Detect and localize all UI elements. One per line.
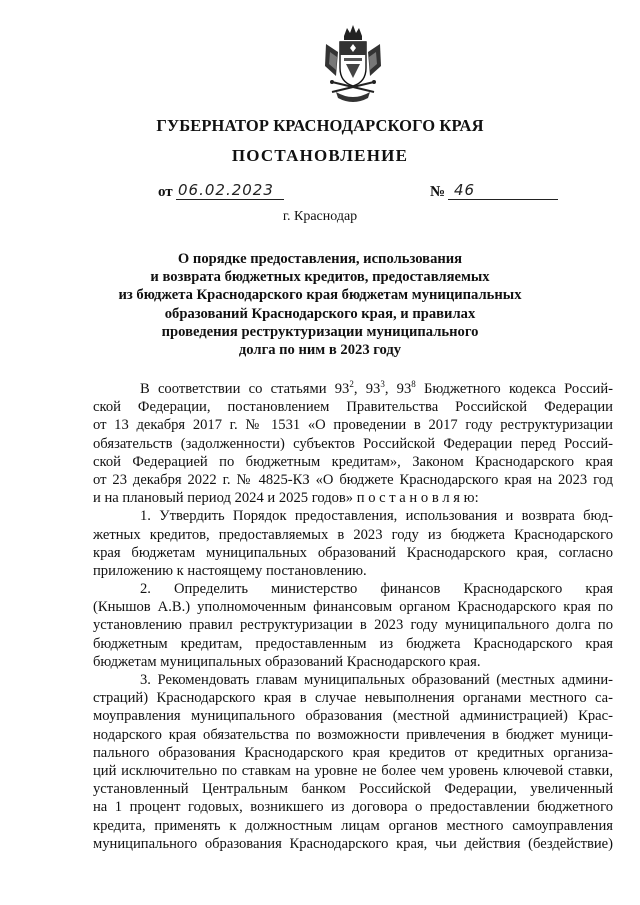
number-label: № [430,184,446,200]
title-line: образований Краснодарского края, и правилах [164,305,476,322]
text-line: 1. Утвердить Порядок предоставления, использования и возврата бюд- [140,508,613,525]
title-line: долга по ним в 2023 году [238,342,402,359]
clause-2 [93,580,613,671]
preamble-paragraph [93,380,613,507]
document-type-heading: ПОСТАНОВЛЕНИЕ [231,146,409,165]
clause-1 [93,507,613,580]
text-line: на 1 процент годовых, возникшего из договора о предоставлении бюджетного [93,799,613,816]
text-line: и на плановый период 2024 и 2025 годов» п о с т а н о в л я ю: [93,490,479,507]
document-body [93,380,613,853]
text-line: 2. Определить министерство финансов Краснодарского края [140,581,613,598]
text-line: кредита, применять к должностным лицам органов местного самоуправления [93,817,613,834]
text-line: моуправления муниципального образования (местной администрацией) Крас- [93,708,613,725]
city-line: г. Краснодар [282,209,358,224]
clause-3 [93,671,613,853]
date-label: от [158,184,173,200]
text-line: муниципального образования Краснодарского края, чьи действия (бездействие) [93,835,613,852]
text-line: ской Федерацией по бюджетным кредитам», Законом Краснодарского края [93,453,613,470]
text-line: пального образования Краснодарского края кредитов от кредитных организа- [93,744,613,761]
text-line: обязательств (задолженности) субъектов Российской Федерации перед Россий- [93,435,613,452]
text-line: от 13 декабря 2017 г. № 1531 «О проведении в 2017 году реструктуризации [93,417,613,434]
text-line: жетных кредитов, предоставляемых в 2023 году из бюджета Краснодарского [93,526,613,543]
text-line: бюджетным кредитам, предоставленным из бюджета Краснодарского края [93,635,613,652]
issuer-heading: ГУБЕРНАТОР КРАСНОДАРСКОГО КРАЯ [156,116,484,135]
date-number-row [0,182,640,204]
title-line: проведения реструктуризации муниципального [161,323,479,340]
title-line: из бюджета Краснодарского края бюджетам муниципальных [118,287,522,304]
coat-of-arms-icon [322,22,384,104]
number-field: 46 [448,181,558,200]
text-line: приложению к настоящему постановлению. [93,562,367,579]
document-title [60,250,580,359]
text-line: края бюджетам муниципальных образований Краснодарского края, согласно [93,544,613,561]
text-line: установленный Центральным банком Российской Федерации, увеличенный [93,781,613,798]
text-line: страций) Краснодарского края в случае невыполнения органами местного са- [93,690,613,707]
text-line: ций исключительно по ставкам на уровне не более чем уровень ключевой ставки, [93,762,613,779]
text-line: 3. Рекомендовать главам муниципальных образований (местных админи- [140,672,613,688]
date-field: 06.02.2023 [176,181,284,200]
text-line: (Кнышов А.В.) уполномоченным финансовым органом Краснодарского края по [93,599,613,616]
text-line: ской Федерации, постановлением Правительства Российской Федерации [93,399,613,416]
text-line: В соответствии со статьями $93^2$, $93^3$, $93^8$ Бюджетного кодекса Россий- [140,379,613,397]
text-line: нодарского края обязательства по возможности привлечения в бюджет муници- [93,726,613,743]
text-line: установлению правил реструктуризации в 2023 году муниципального долга по [93,617,613,634]
title-line: О порядке предоставления, использования [177,251,463,267]
title-line: и возврата бюджетных кредитов, предоставляемых [150,269,490,286]
text-line: от 23 декабря 2022 г. № 4825-КЗ «О бюджете Краснодарского края на 2023 год [93,471,613,488]
text-line: бюджетам муниципальных образований Краснодарского края. [93,653,481,670]
